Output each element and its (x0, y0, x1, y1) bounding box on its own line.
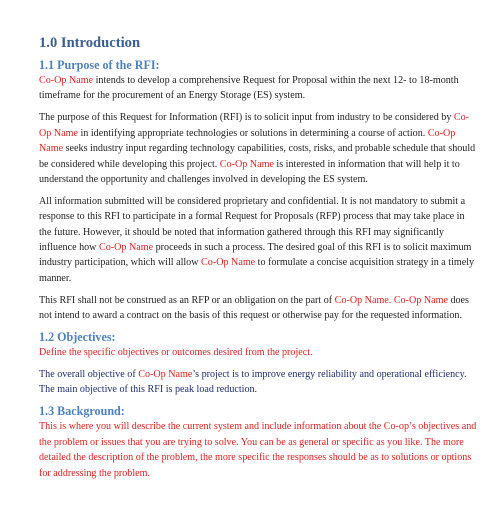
purpose-paragraph-3 (39, 194, 479, 286)
objectives-instruction: Define the specific objectives or outcomes desired from the project. (39, 347, 313, 359)
text-run: All information submitted will be considered proprietary and confidential. It is not mandatory to submit a response to this RFI to participate in a formal Request for Proposals (RFP) process that may take place in the future. However, it should be noted that information gathered through this RFI may significantly influence how (39, 195, 466, 254)
purpose-paragraph-1 (39, 73, 479, 104)
text-run: ’s project is to improve energy reliability and operational efficiency. The main objective of this RFI is peak load reduction. (39, 369, 467, 396)
coop-name-placeholder: Co-Op Name (393, 294, 448, 306)
section-background (39, 404, 479, 481)
text-run: to formulate a concise acquisition strategy in a timely manner. (39, 257, 475, 284)
purpose-paragraph-2 (39, 110, 479, 187)
text-run: is interested in information that will help it to understand the opportunity and challenges involved in developing the ES system. (39, 158, 460, 185)
coop-name-placeholder: Co-Op Name (138, 369, 193, 380)
text-run: proceeds in such a process. The desired goal of this RFI is to solicit maximum industry participation, which will allow (39, 242, 472, 269)
coop-name-placeholder: Co-Op Name (201, 257, 256, 269)
section-purpose (39, 58, 479, 324)
purpose-paragraph-4 (39, 293, 479, 324)
text-run: The purpose of this Request for Information (RFI) is to solicit input from industry to be considered by (39, 112, 454, 124)
coop-name-placeholder: Co-Op Name (39, 127, 456, 155)
text-run: seeks industry input regarding technology capabilities, costs, risks, and probable schedule that should be considered while developing this project. (39, 143, 476, 170)
coop-name-placeholder: Co-Op Name (39, 75, 94, 86)
coop-name-placeholder: Co-Op Name (219, 158, 274, 170)
heading-background: 1.3 Background: (39, 404, 125, 419)
coop-name-placeholder: Co-Op Name (39, 112, 470, 139)
text-run: This RFI shall not be construed as an RFP or an obligation on the part of (39, 294, 335, 306)
text-run: The overall objective of (39, 369, 139, 380)
background-instruction: This is where you will describe the current system and include information about the Co-op’s objectives and the problem or issues that you are trying to solve. You can be as general or specific as you like. The more detailed the description of the problem, the more specific the responses should be as to solutions or options for addressing the problem. (39, 421, 477, 479)
document-body (39, 35, 479, 487)
coop-name-placeholder: Co-Op Name (98, 242, 154, 254)
heading-objectives: 1.2 Objectives: (39, 330, 116, 345)
section-title-introduction: 1.0 Introduction (39, 35, 141, 51)
text-run: does not intend to award a contract on the basis of this request or otherwise pay for the requested information. (39, 294, 469, 322)
section-objectives (39, 330, 479, 398)
text-run: intends to develop a comprehensive Request for Proposal within the next 12- to 18-month timeframe for the procurement of an Energy Storage (ES) system. (39, 75, 459, 102)
objectives-paragraph-1 (39, 367, 479, 398)
text-run: in identifying appropriate technologies or solutions in determining a course of action. (77, 127, 428, 139)
coop-name-placeholder: Co-Op Name. (334, 294, 392, 306)
heading-purpose: 1.1 Purpose of the RFI: (39, 58, 160, 72)
